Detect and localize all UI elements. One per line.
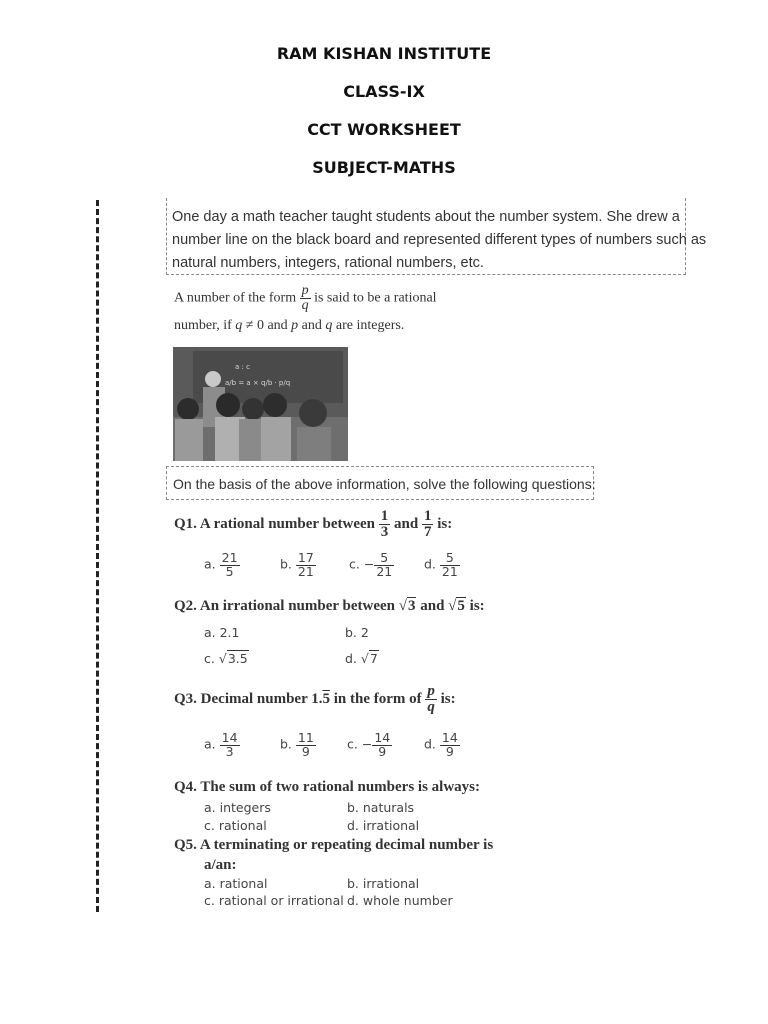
- class-title: CLASS-IX: [343, 82, 425, 101]
- intro-line-2: number line on the black board and represented different types of numbers such as: [172, 232, 707, 248]
- question-2: Q2. An irrational number between √3 and √5 is:: [174, 598, 485, 614]
- definition-line-1: A number of the form $\frac{p}{q}$ is said to be a rational: [174, 283, 437, 313]
- question-5-continuation: a/an:: [204, 857, 237, 873]
- q3-option-c[interactable]: c. − $\frac{14}{9}$: [347, 730, 391, 759]
- question-5: Q5. A terminating or repeating decimal number is: [174, 837, 494, 853]
- q2-option-a[interactable]: a. 2.1: [204, 625, 240, 640]
- worksheet-title: CCT WORKSHEET: [307, 120, 461, 139]
- left-dashed-margin: [96, 200, 99, 912]
- q2-option-b[interactable]: b. 2: [345, 625, 369, 640]
- board-text-1: a : c: [235, 363, 250, 371]
- q4-option-c[interactable]: c. rational: [204, 818, 267, 833]
- intro-paragraph: [172, 206, 706, 275]
- q3-option-b[interactable]: b. $\frac{11}{9}$: [280, 730, 314, 759]
- question-1: Q1. A rational number between $\frac{1}{3}$ and $\frac{1}{7}$ is:: [174, 508, 453, 540]
- institute-title: RAM KISHAN INSTITUTE: [276, 44, 492, 63]
- q1-option-a[interactable]: a. $\frac{21}{5}$: [204, 550, 238, 579]
- q5-option-a[interactable]: a. rational: [204, 876, 268, 891]
- q4-option-d[interactable]: d. irrational: [347, 818, 420, 833]
- question-4: Q4. The sum of two rational numbers is always:: [174, 779, 481, 795]
- q1-option-b[interactable]: b. $\frac{17}{21}$: [280, 550, 314, 579]
- definition-line-2: number, if q ≠ 0 and p and q are integers.: [174, 318, 405, 333]
- q1-option-d[interactable]: d. $\frac{5}{21}$: [424, 550, 458, 579]
- question-3: Q3. Decimal number 1.5 in the form of $\frac{p}{q}$ is:: [174, 683, 456, 715]
- q5-option-b[interactable]: b. irrational: [347, 876, 420, 891]
- q2-option-d[interactable]: d. √7: [345, 651, 378, 666]
- q5-option-d[interactable]: d. whole number: [347, 893, 453, 908]
- q2-option-c[interactable]: c. √3.5: [204, 651, 248, 666]
- p-over-q-fraction: $\frac{p}{q}$: [301, 283, 309, 313]
- q5-option-c[interactable]: c. rational or irrational: [204, 893, 344, 908]
- classroom-photo: [173, 347, 348, 461]
- board-text-2: a/b = a × q/b · p/q: [225, 379, 291, 387]
- q4-option-a[interactable]: a. integers: [204, 800, 271, 815]
- q1-fraction-one-seventh: $\frac{1}{7}$: [423, 508, 432, 540]
- subject-title: SUBJECT-MATHS: [312, 158, 456, 177]
- instruction-text: On the basis of the above information, solve the following questions:: [173, 476, 596, 492]
- q3-option-a[interactable]: a. $\frac{14}{3}$: [204, 730, 238, 759]
- intro-line-1: One day a math teacher taught students about the number system. She drew a: [172, 209, 680, 225]
- q4-option-b[interactable]: b. naturals: [347, 800, 415, 815]
- intro-line-3: natural numbers, integers, rational numbers, etc.: [172, 255, 484, 271]
- q1-option-c[interactable]: c. − $\frac{5}{21}$: [349, 550, 393, 579]
- q3-option-d[interactable]: d. $\frac{14}{9}$: [424, 730, 458, 759]
- q1-fraction-one-third: $\frac{1}{3}$: [380, 508, 389, 540]
